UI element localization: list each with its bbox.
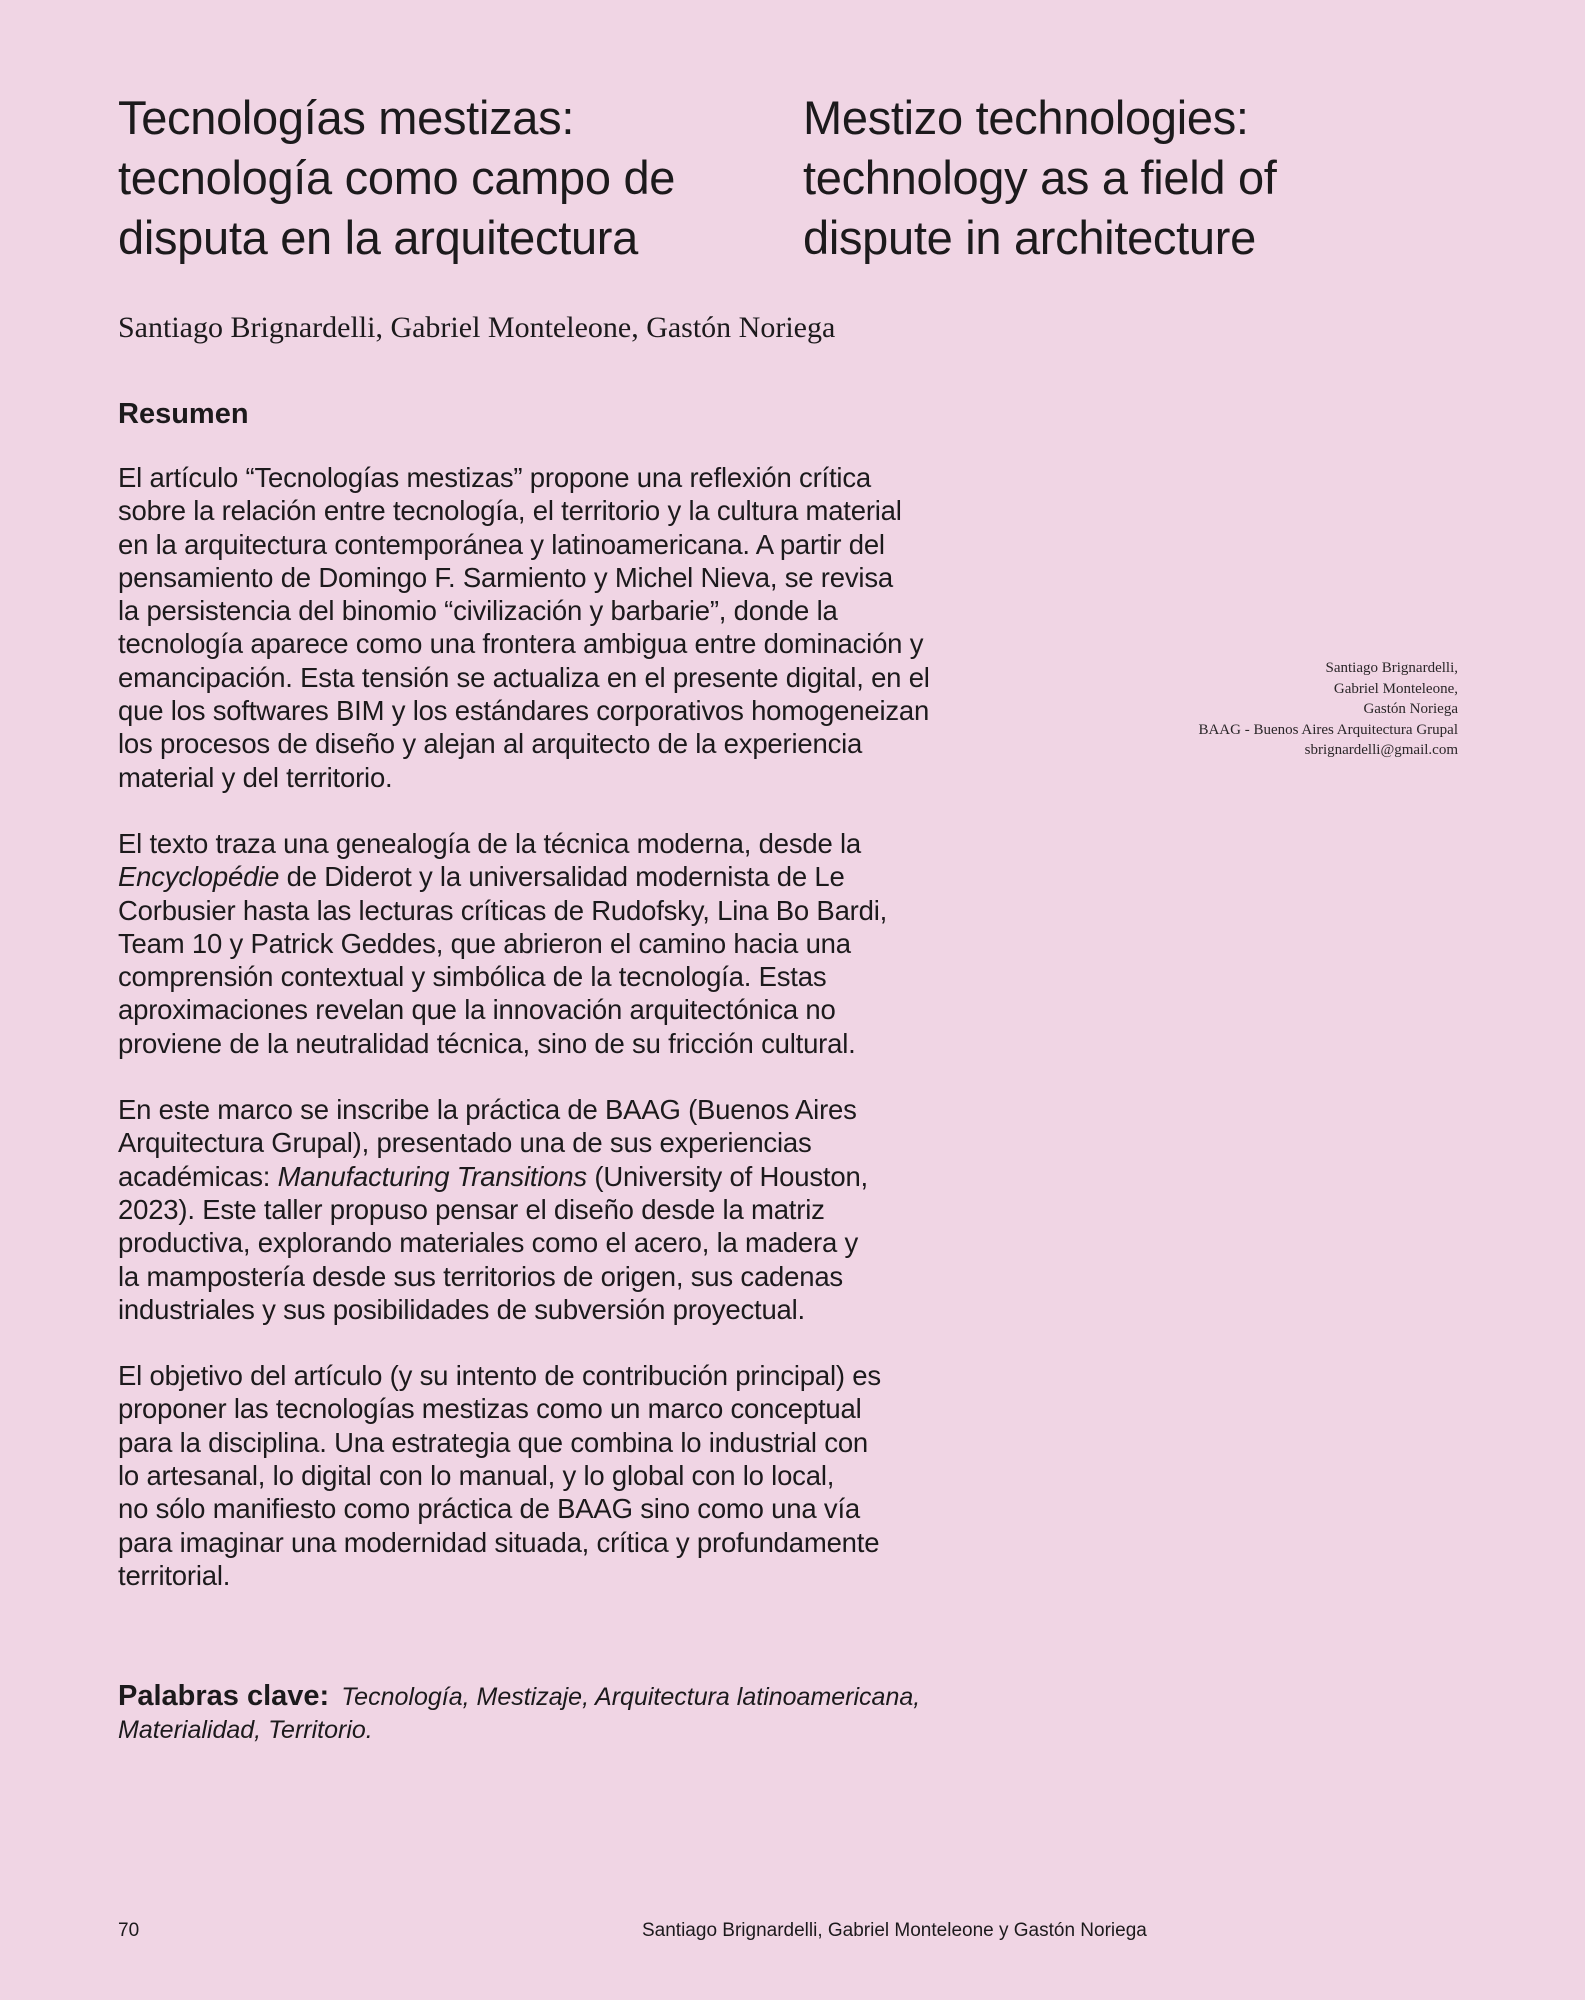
text-line: 2023). Este taller propuso pensar el diseño desde la matriz <box>118 1193 825 1225</box>
abstract-paragraph-4 <box>118 1359 1018 1592</box>
text-line: productiva, explorando materiales como el acero, la madera y <box>118 1227 859 1259</box>
text-line <box>118 1160 1018 1193</box>
text-line: emancipación. Esta tensión se actualiza en el presente digital, en el <box>118 661 930 693</box>
text-line: tecnología aparece como una frontera ambigua entre dominación y <box>118 628 924 660</box>
abstract-heading: Resumen <box>118 398 249 430</box>
keywords-text: Tecnología, Mestizaje, Arquitectura latinoamericana, <box>341 1683 921 1711</box>
title-spanish <box>118 88 758 268</box>
text-line <box>118 860 1018 893</box>
text-line: En este marco se inscribe la práctica de BAAG (Buenos Aires <box>118 1094 857 1126</box>
text-fragment: de Diderot y la universalidad modernista de Le <box>279 861 845 893</box>
abstract-body <box>118 461 1018 1625</box>
text-line: en la arquitectura contemporánea y latinoamericana. A partir del <box>118 528 885 560</box>
encyclopedie-title: Encyclopédie <box>118 861 280 893</box>
text-fragment: académicas: <box>118 1160 278 1192</box>
keywords-line <box>118 1680 1018 1714</box>
text-line: El artículo “Tecnologías mestizas” propone una reflexión crítica <box>118 462 871 493</box>
text-line: territorial. <box>118 1559 231 1591</box>
abstract-paragraph-1 <box>118 461 1018 794</box>
text-line: Corbusier hasta las lecturas críticas de Rudofsky, Lina Bo Bardi, <box>118 894 888 926</box>
text-line: Arquitectura Grupal), presentado una de sus experiencias <box>118 1127 812 1159</box>
title-en-line: dispute in architecture <box>803 211 1256 264</box>
title-en-line: technology as a field of <box>803 151 1277 204</box>
title-en-line: Mestizo technologies: <box>803 91 1249 144</box>
affiliation-line: BAAG - Buenos Aires Arquitectura Grupal <box>1198 721 1458 738</box>
abstract-paragraph-2 <box>118 827 1018 1060</box>
text-line: El objetivo del artículo (y su intento de contribución principal) es <box>118 1360 881 1392</box>
text-line: para la disciplina. Una estrategia que combina lo industrial con <box>118 1426 869 1458</box>
page-number: 70 <box>118 1920 140 1941</box>
text-line: El texto traza una genealogía de la técnica moderna, desde la <box>118 827 862 859</box>
affiliation-line: Gabriel Monteleone, <box>1333 680 1458 697</box>
title-es-line: tecnología como campo de <box>118 151 676 204</box>
text-line: la mampostería desde sus territorios de origen, sus cadenas <box>118 1260 843 1292</box>
text-line: comprensión contextual y simbólica de la tecnología. Estas <box>118 961 827 993</box>
text-line: pensamiento de Domingo F. Sarmiento y Michel Nieva, se revisa <box>118 561 893 593</box>
running-footer-authors: Santiago Brignardelli, Gabriel Monteleone y Gastón Noriega <box>642 1920 1147 1941</box>
text-line: aproximaciones revelan que la innovación arquitectónica no <box>118 994 836 1026</box>
text-line: los procesos de diseño y alejan al arquitecto de la experiencia <box>118 728 863 760</box>
text-line: material y del territorio. <box>118 761 393 793</box>
text-line: industriales y sus posibilidades de subversión proyectual. <box>118 1293 805 1325</box>
text-fragment: (University of Houston, <box>586 1160 868 1192</box>
keywords-text: Materialidad, Territorio. <box>118 1716 373 1744</box>
keywords-label: Palabras clave: <box>118 1680 330 1712</box>
abstract-paragraph-3 <box>118 1093 1018 1326</box>
text-line: para imaginar una modernidad situada, crítica y profundamente <box>118 1526 880 1558</box>
text-line: que los softwares BIM y los estándares corporativos homogeneizan <box>118 695 930 727</box>
affiliation-line: Gastón Noriega <box>1363 701 1458 717</box>
title-es-line: disputa en la arquitectura <box>118 211 638 264</box>
text-line: proviene de la neutralidad técnica, sino de su fricción cultural. <box>118 1027 856 1059</box>
text-line: lo artesanal, lo digital con lo manual, y lo global con lo local, <box>118 1460 835 1492</box>
author-affiliation <box>1198 658 1458 761</box>
affiliation-line: Santiago Brignardelli, <box>1325 660 1458 676</box>
author-email: sbrignardelli@gmail.com <box>1304 742 1458 758</box>
text-line: no sólo manifiesto como práctica de BAAG sino como una vía <box>118 1493 860 1525</box>
text-line: la persistencia del binomio “civilización y barbarie”, donde la <box>118 595 838 627</box>
text-line: proponer las tecnologías mestizas como un marco conceptual <box>118 1393 862 1425</box>
text-line: Team 10 y Patrick Geddes, que abrieron el camino hacia una <box>118 927 851 959</box>
title-es-line: Tecnologías mestizas: <box>118 91 575 144</box>
project-title: Manufacturing Transitions <box>277 1160 587 1192</box>
author-byline: Santiago Brignardelli, Gabriel Monteleone, Gastón Noriega <box>118 311 836 344</box>
text-line: sobre la relación entre tecnología, el territorio y la cultura material <box>118 495 902 527</box>
keywords <box>118 1680 1018 1747</box>
title-english <box>803 88 1443 268</box>
